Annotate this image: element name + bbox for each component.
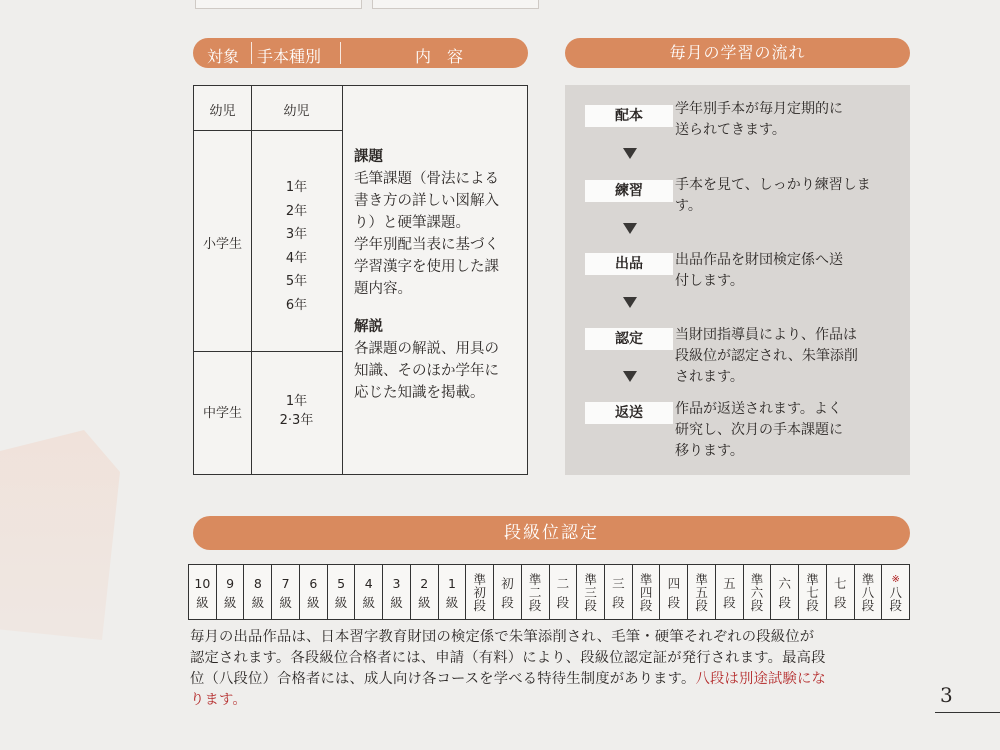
grade-cell: ※ 八 段 <box>889 574 902 613</box>
grade-cell: 準 八 段 <box>855 565 883 619</box>
header-type: 手本種別 <box>257 47 322 66</box>
flow-desc-haihon: 学年別手本が毎月定期的に 送られてきます。 <box>675 101 843 138</box>
header-content: 内 容 <box>415 47 464 66</box>
content-description <box>354 146 522 404</box>
grade-cell: 準 四 段 <box>633 565 661 619</box>
kaisetsu-line: 各課題の解説、用具の <box>354 341 499 357</box>
row-chugaku-grades: 1年 2·3年 <box>279 394 314 428</box>
learning-flow-panel <box>565 85 910 475</box>
kadai-title: 課題 <box>354 149 383 165</box>
flow-desc-nintei: 当財団指導員により、作品は 段級位が認定され、朱筆添削 されます。 <box>675 327 858 385</box>
grade-cell: 4 級 <box>355 565 383 619</box>
flow-step-haihon: 配本 <box>585 105 673 127</box>
kadai-line: 毛筆課題（骨法による <box>354 171 499 187</box>
flow-desc-renshu: 手本を見て、しっかり練習しま す。 <box>675 177 871 214</box>
grade-cell: 準 初 段 <box>466 565 494 619</box>
grade-cell: 準 五 段 <box>688 565 716 619</box>
row-youji-target: 幼児 <box>209 104 236 119</box>
background-ghost-shape <box>0 430 120 640</box>
grade-cell: 8 級 <box>244 565 272 619</box>
row-chugaku-target: 中学生 <box>202 406 242 421</box>
flow-title: 毎月の学習の流れ <box>565 38 910 68</box>
flow-step-hensou: 返送 <box>585 402 673 424</box>
grade-cell: 準 三 段 <box>577 565 605 619</box>
kaisetsu-line: 応じた知識を掲載。 <box>354 385 485 401</box>
grade-cell: 三 段 <box>605 565 633 619</box>
grade-cell: 五 段 <box>716 565 744 619</box>
top-tab-box-left <box>195 0 362 9</box>
flow-step-shuppin: 出品 <box>585 253 673 275</box>
top-tab-box-right <box>372 0 539 9</box>
page-number-rule <box>935 712 1000 713</box>
grade-cell: 9 級 <box>217 565 245 619</box>
grade-cell: 3 級 <box>383 565 411 619</box>
grade-cell: 6 級 <box>300 565 328 619</box>
grade-cell: 1 級 <box>439 565 467 619</box>
kadai-line: 題内容。 <box>354 281 412 297</box>
kaisetsu-line: 知識、そのほか学年に <box>354 363 499 379</box>
grade-cell: 四 段 <box>660 565 688 619</box>
kadai-line: り）と硬筆課題。 <box>354 215 470 231</box>
kadai-line: 学習漢字を使用した課 <box>354 259 499 275</box>
kaisetsu-title: 解説 <box>354 319 383 335</box>
grade-cell: 準 七 段 <box>799 565 827 619</box>
grade-cell: 2 級 <box>411 565 439 619</box>
header-target: 対象 <box>207 47 240 66</box>
flow-arrow-down-icon <box>623 371 637 382</box>
grade-cell: 七 段 <box>827 565 855 619</box>
grade-cell: 六 段 <box>771 565 799 619</box>
grade-row <box>188 564 910 620</box>
paragraph-line: 毎月の出品作品は、日本習字教育財団の検定係で朱筆添削され、毛筆・硬筆それぞれの段級位が <box>190 629 815 645</box>
flow-arrow-down-icon <box>623 297 637 308</box>
grade-cell: 10 級 <box>189 565 217 619</box>
row-youji-type: 幼児 <box>283 104 310 119</box>
grade-cell: 7 級 <box>272 565 300 619</box>
grade-title: 段級位認定 <box>193 516 910 550</box>
grade-cell: 5 級 <box>328 565 356 619</box>
grade-cell: 二 段 <box>550 565 578 619</box>
flow-desc-shuppin: 出品作品を財団検定係へ送 付します。 <box>675 252 843 289</box>
table-header-pill <box>193 38 528 68</box>
flow-arrow-down-icon <box>623 223 637 234</box>
grade-cell: 準 二 段 <box>522 565 550 619</box>
flow-desc-hensou: 作品が返送されます。よく 研究し、次月の手本課題に 移ります。 <box>675 401 843 459</box>
row-shogaku-grades: 1年 2年 3年 4年 5年 6年 <box>285 180 308 313</box>
curriculum-table <box>193 85 528 475</box>
special-exam-note-cont: ります。 <box>190 692 247 708</box>
paragraph-line: 認定されます。各段級位合格者には、申請（有料）により、段級位認定証が発行されます。最高段 <box>190 650 826 666</box>
flow-step-nintei: 認定 <box>585 328 673 350</box>
page-number: 3 <box>940 683 953 707</box>
special-exam-note: 八段は別途試験にな <box>695 671 827 687</box>
kadai-line: 書き方の詳しい図解入 <box>354 193 499 209</box>
kadai-line: 学年別配当表に基づく <box>354 237 499 253</box>
grade-description <box>190 627 920 711</box>
grade-cell: 準 六 段 <box>744 565 772 619</box>
row-shogaku-target: 小学生 <box>202 237 242 252</box>
paragraph-line: 位（八段位）合格者には、成人向け各コースを学べる特待生制度があります。八段は別途試験にな <box>190 671 827 687</box>
flow-step-renshu: 練習 <box>585 180 673 202</box>
grade-cell: 初 段 <box>494 565 522 619</box>
flow-arrow-down-icon <box>623 148 637 159</box>
